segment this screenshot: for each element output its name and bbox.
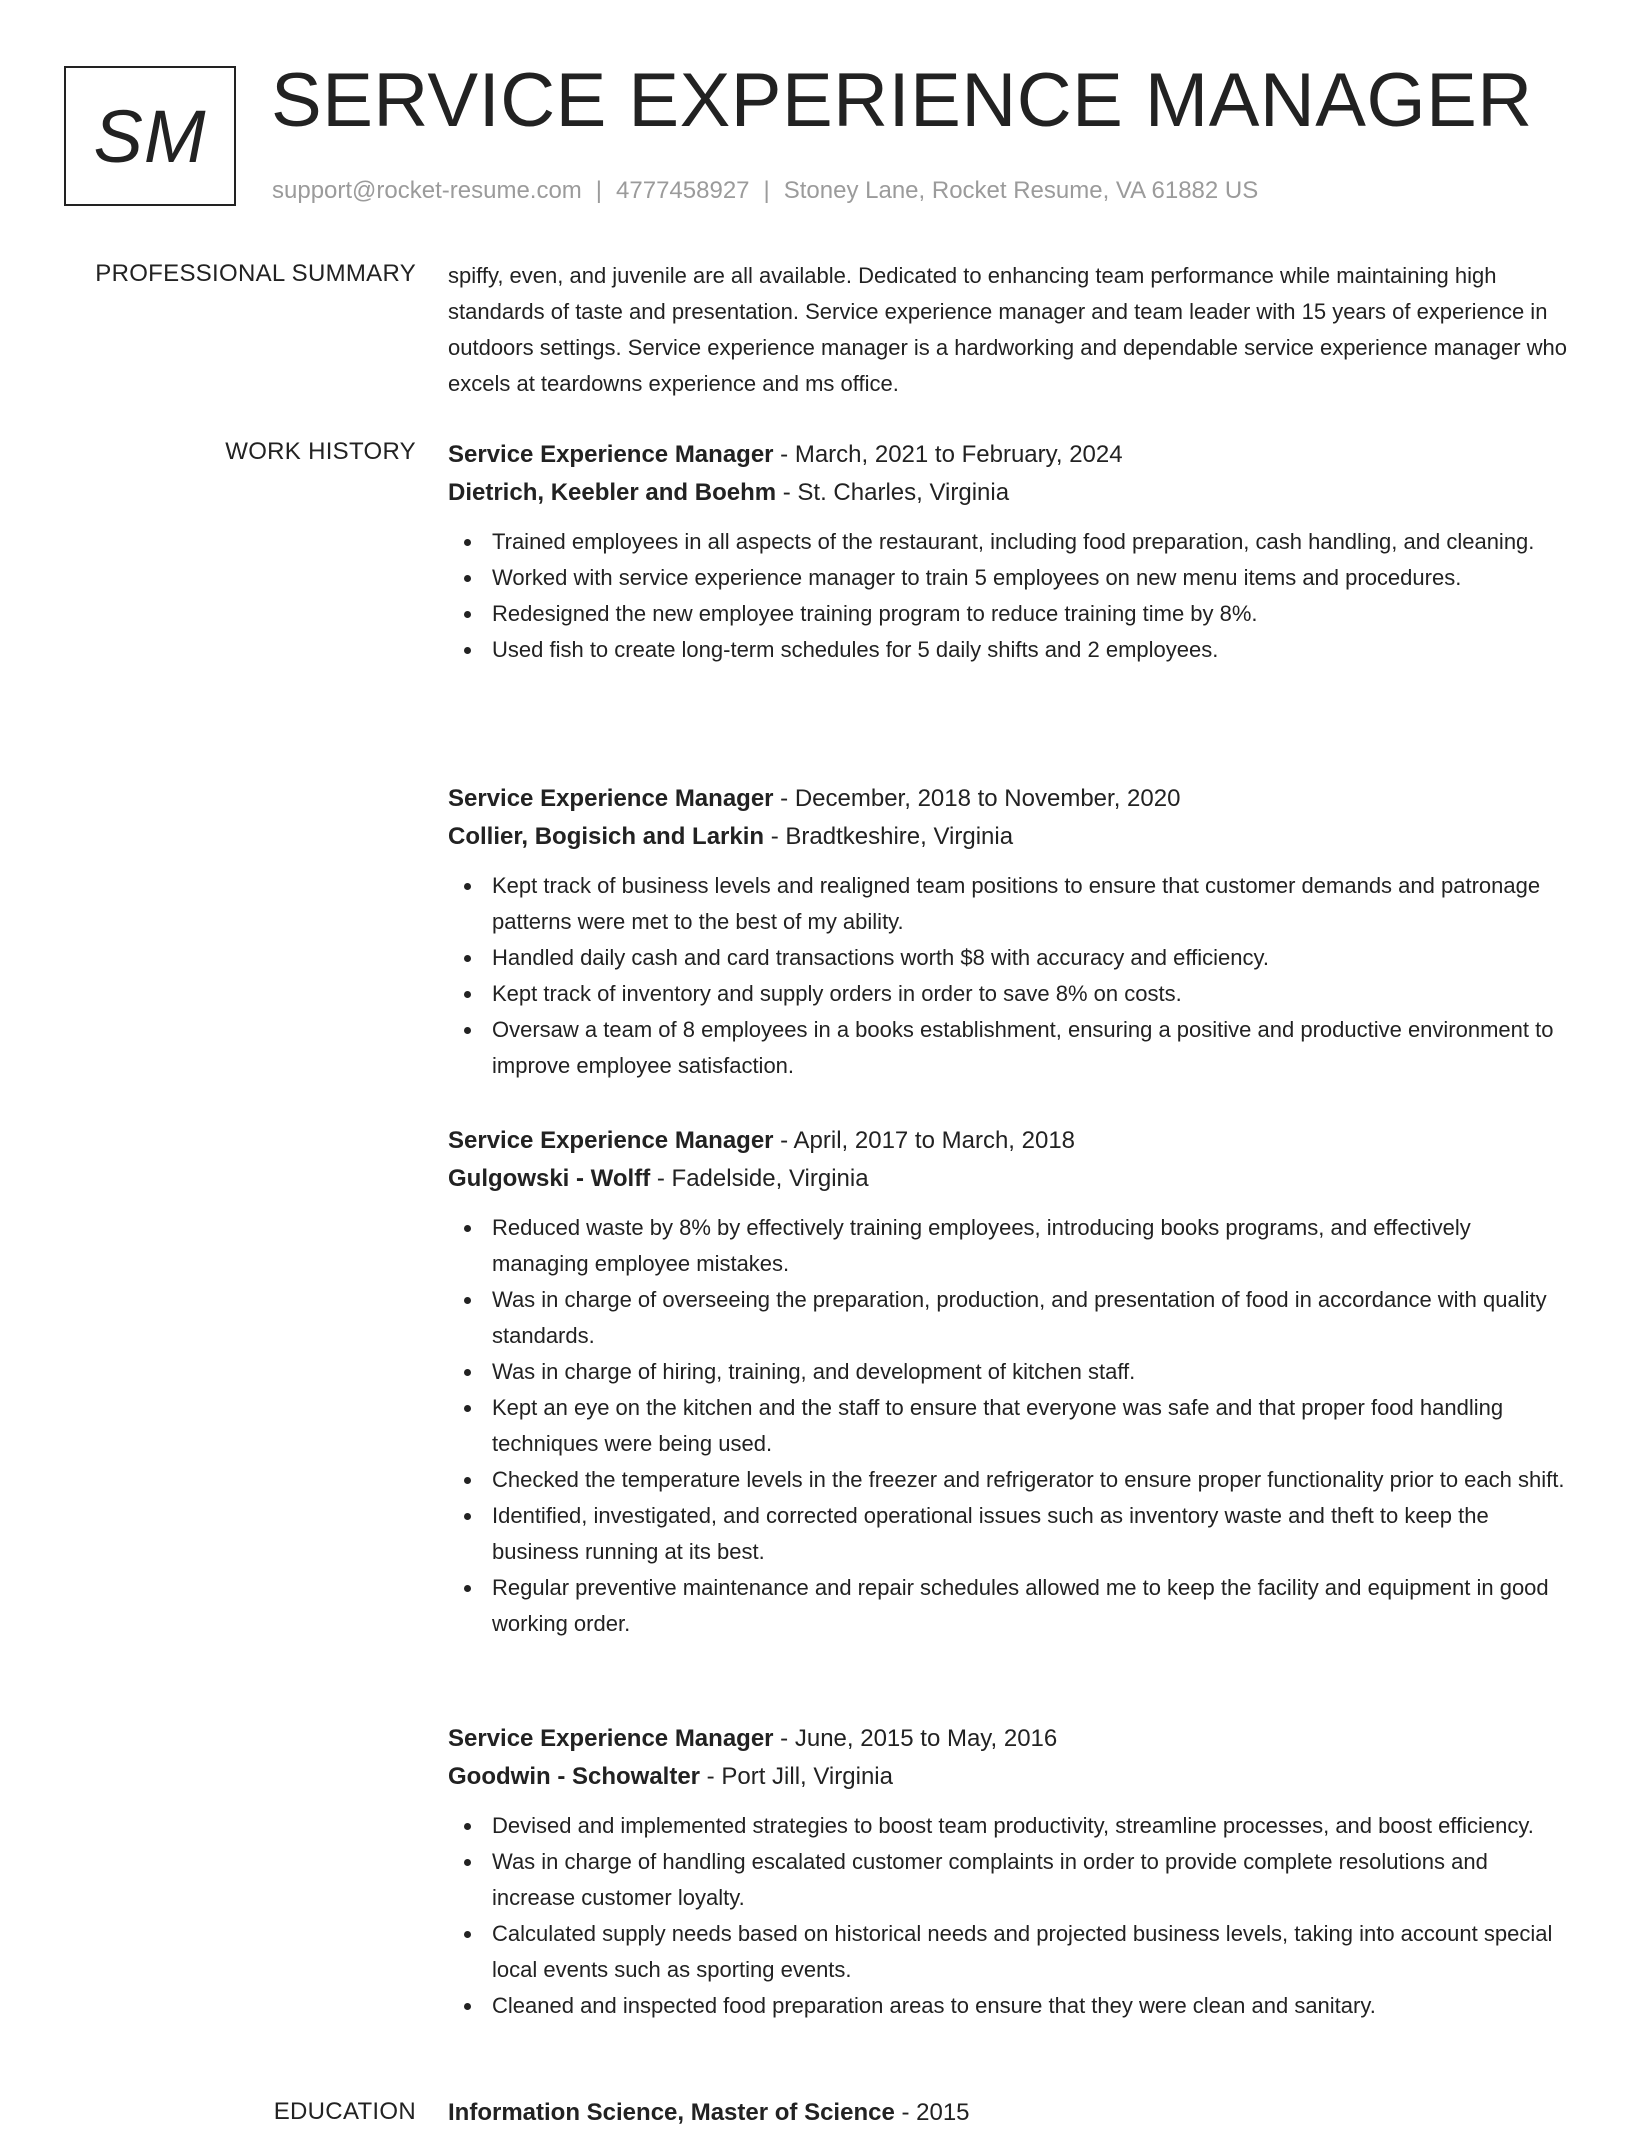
job-company-line xyxy=(448,1758,1568,1796)
job-bullet: Cleaned and inspected food preparation areas to ensure that they were clean and sanitary. xyxy=(492,1988,1568,2024)
job-bullet-list xyxy=(448,524,1568,668)
job-bullet: Regular preventive maintenance and repair schedules allowed me to keep the facility and equipment in good working order. xyxy=(492,1570,1568,1642)
job-bullet: Calculated supply needs based on historical needs and projected business levels, taking into account special local events such as sporting events. xyxy=(492,1916,1568,1988)
job-location: - Port Jill, Virginia xyxy=(700,1763,893,1790)
job-bullet: Trained employees in all aspects of the restaurant, including food preparation, cash handling, and cleaning. xyxy=(492,524,1568,560)
contact-separator: | xyxy=(595,177,603,204)
job-location: - St. Charles, Virginia xyxy=(776,479,1010,506)
job-company-line xyxy=(448,818,1568,856)
education-line xyxy=(448,2094,1568,2132)
education-year: - 2015 xyxy=(894,2099,970,2126)
job-bullet: Kept an eye on the kitchen and the staff to ensure that everyone was safe and that proper food handling techniques were being used. xyxy=(492,1390,1568,1462)
job-title-line xyxy=(448,780,1568,818)
job-bullet-list xyxy=(448,868,1568,1084)
job-dates: - April, 2017 to March, 2018 xyxy=(773,1127,1076,1154)
job-bullet-list xyxy=(448,1210,1568,1642)
job-bullet: Kept track of business levels and realigned team positions to ensure that customer demands and patronage patterns were met to the best of my ability. xyxy=(492,868,1568,940)
summary-text: spiffy, even, and juvenile are all available. Dedicated to enhancing team performance while maintaining high standards of taste and presentation. Service experience manager and team leader with 15 years of experience in outdoors settings. Service experience manager is a hardworking and dependable service experience manager who excels at teardowns experience and ms office. xyxy=(448,263,1567,396)
monogram-text: SM xyxy=(93,94,207,178)
job-bullet: Was in charge of handling escalated customer complaints in order to provide complete resolutions and increase customer loyalty. xyxy=(492,1844,1568,1916)
job-company-line xyxy=(448,474,1568,512)
job-bullet-list xyxy=(448,1808,1568,2024)
job-company-line xyxy=(448,1160,1568,1198)
summary-section-label: PROFESSIONAL SUMMARY xyxy=(95,260,416,287)
page-title: SERVICE EXPERIENCE MANAGER xyxy=(271,58,1533,143)
job-title-line xyxy=(448,1122,1568,1160)
job-bullet: Reduced waste by 8% by effectively training employees, introducing books programs, and effectively managing employee mistakes. xyxy=(492,1210,1568,1282)
job-bullet: Used fish to create long-term schedules for 5 daily shifts and 2 employees. xyxy=(492,632,1568,668)
contact-email: support@rocket-resume.com xyxy=(272,177,582,204)
job-title: Service Experience Manager xyxy=(448,785,774,812)
job-company: Goodwin - Schowalter xyxy=(448,1763,701,1790)
job-company: Gulgowski - Wolff xyxy=(448,1165,651,1192)
job-title-line xyxy=(448,1720,1568,1758)
job-dates: - December, 2018 to November, 2020 xyxy=(773,785,1181,812)
job-bullet: Identified, investigated, and corrected operational issues such as inventory waste and theft to keep the business running at its best. xyxy=(492,1498,1568,1570)
job-dates: - June, 2015 to May, 2016 xyxy=(773,1725,1058,1752)
job-entry xyxy=(448,436,1568,668)
job-location: - Fadelside, Virginia xyxy=(650,1165,869,1192)
job-title: Service Experience Manager xyxy=(448,441,774,468)
education-section-label: EDUCATION xyxy=(273,2098,416,2125)
contact-line xyxy=(272,175,1258,207)
job-title: Service Experience Manager xyxy=(448,1127,774,1154)
job-company: Collier, Bogisich and Larkin xyxy=(448,823,765,850)
contact-separator: | xyxy=(763,177,770,204)
job-bullet: Kept track of inventory and supply orders in order to save 8% on costs. xyxy=(492,976,1568,1012)
job-entry xyxy=(448,780,1568,1084)
job-bullet: Was in charge of overseeing the preparation, production, and presentation of food in accordance with quality standards. xyxy=(492,1282,1568,1354)
job-bullet: Oversaw a team of 8 employees in a books establishment, ensuring a positive and productive environment to improve employee satisfaction. xyxy=(492,1012,1568,1084)
job-bullet: Redesigned the new employee training program to reduce training time by 8%. xyxy=(492,596,1568,632)
contact-address: Stoney Lane, Rocket Resume, VA 61882 US xyxy=(783,177,1259,204)
job-entry xyxy=(448,1720,1568,2024)
education-entry xyxy=(448,2094,1568,2132)
monogram-logo xyxy=(64,66,236,206)
job-location: - Bradtkeshire, Virginia xyxy=(764,823,1014,850)
education-degree: Information Science, Master of Science xyxy=(448,2099,895,2126)
work-history-section-label: WORK HISTORY xyxy=(225,438,416,465)
job-title: Service Experience Manager xyxy=(448,1725,774,1752)
contact-phone: 4777458927 xyxy=(616,177,750,204)
job-bullet: Worked with service experience manager to train 5 employees on new menu items and procedures. xyxy=(492,560,1568,596)
job-entry xyxy=(448,1122,1568,1642)
job-bullet: Devised and implemented strategies to boost team productivity, streamline processes, and boost efficiency. xyxy=(492,1808,1568,1844)
job-bullet: Checked the temperature levels in the freezer and refrigerator to ensure proper functionality prior to each shift. xyxy=(492,1462,1568,1498)
job-bullet: Was in charge of hiring, training, and development of kitchen staff. xyxy=(492,1354,1568,1390)
job-dates: - March, 2021 to February, 2024 xyxy=(773,441,1123,468)
job-bullet: Handled daily cash and card transactions worth $8 with accuracy and efficiency. xyxy=(492,940,1568,976)
job-title-line xyxy=(448,436,1568,474)
job-company: Dietrich, Keebler and Boehm xyxy=(448,479,777,506)
